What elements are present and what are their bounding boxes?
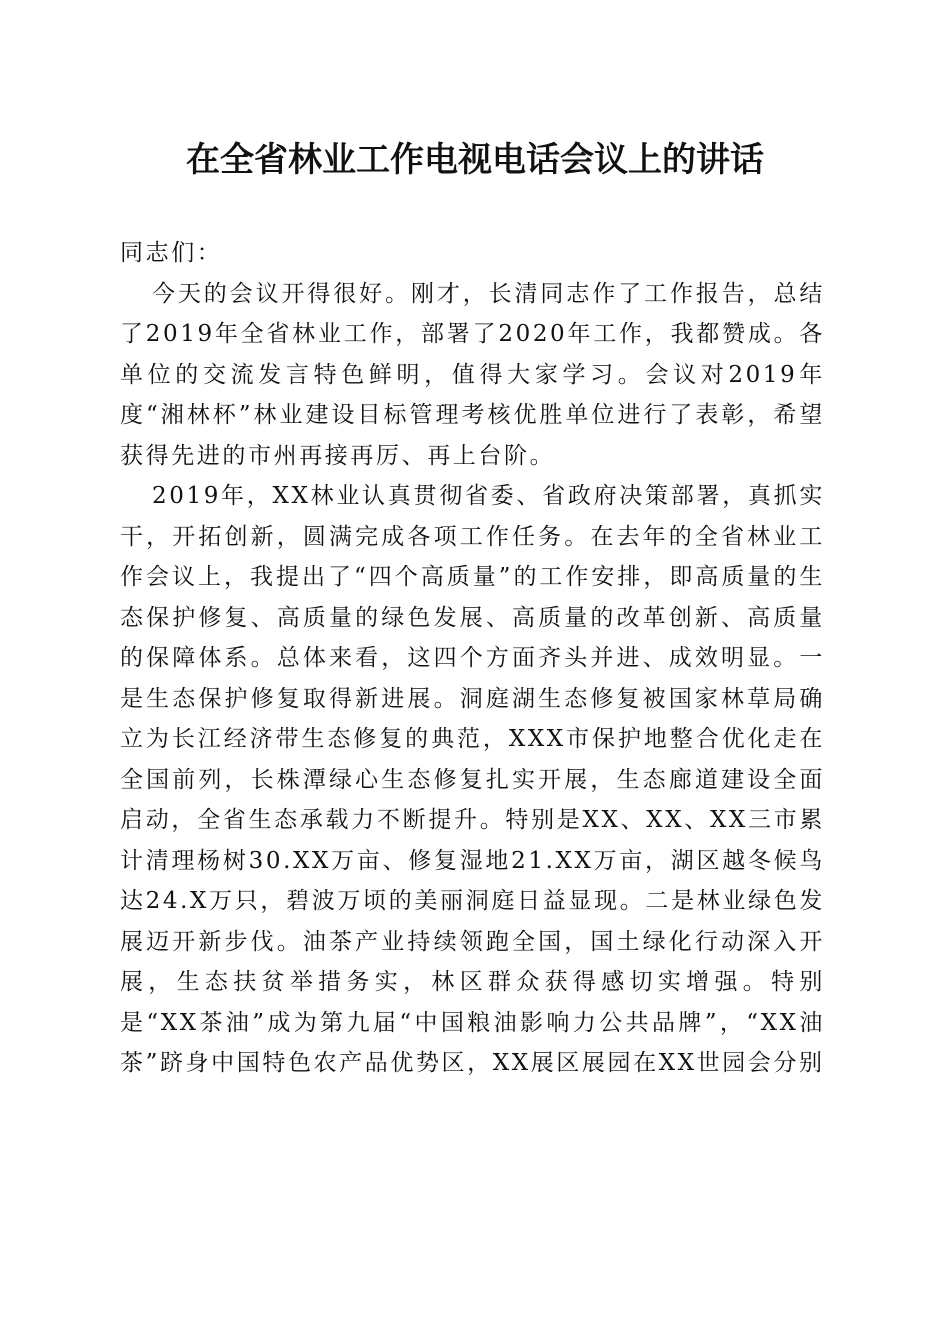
document-title: 在全省林业工作电视电话会议上的讲话 xyxy=(186,140,764,180)
document-body xyxy=(120,233,825,1084)
paragraph-achievements: 2019年，XX林业认真贯彻省委、省政府决策部署，真抓实干，开拓创新，圆满完成各项工作任务。在去年的全省林业工作会议上，我提出了“四个高质量”的工作安排，即高质量的生态保护修复、高质量的绿色发展、高质量的改革创新、高质量的保障体系。总体来看，这四个方面齐头并进、成效明显。一是生态保护修复取得新进展。洞庭湖生态修复被国家林草局确立为长江经济带生态修复的典范，XXX市保护地整合优化走在全国前列，长株潭绿心生态修复扎实开展，生态廊道建设全面启动，全省生态承载力不断提升。特别是XX、XX、XX三市累计清理杨树30.XX万亩、修复湿地21.XX万亩，湖区越冬候鸟达24.X万只，碧波万顷的美丽洞庭日益显现。二是林业绿色发展迈开新步伐。油茶产业持续领跑全国，国土绿化行动深入开展，生态扶贫举措务实，林区群众获得感切实增强。特别是“XX茶油”成为第九届“中国粮油影响力公共品牌”，“XX油茶”跻身中国特色农产品优势区，XX展区展园在XX世园会分别 xyxy=(120,483,825,1076)
salutation: 同志们： xyxy=(120,240,223,266)
paragraph-opening: 今天的会议开得很好。刚才，长清同志作了工作报告，总结了2019年全省林业工作，部署了2020年工作，我都赞成。各单位的交流发言特色鲜明，值得大家学习。会议对2019年度“湘林杯”林业建设目标管理考核优胜单位进行了表彰，希望获得先进的市州再接再厉、再上台阶。 xyxy=(120,280,825,469)
